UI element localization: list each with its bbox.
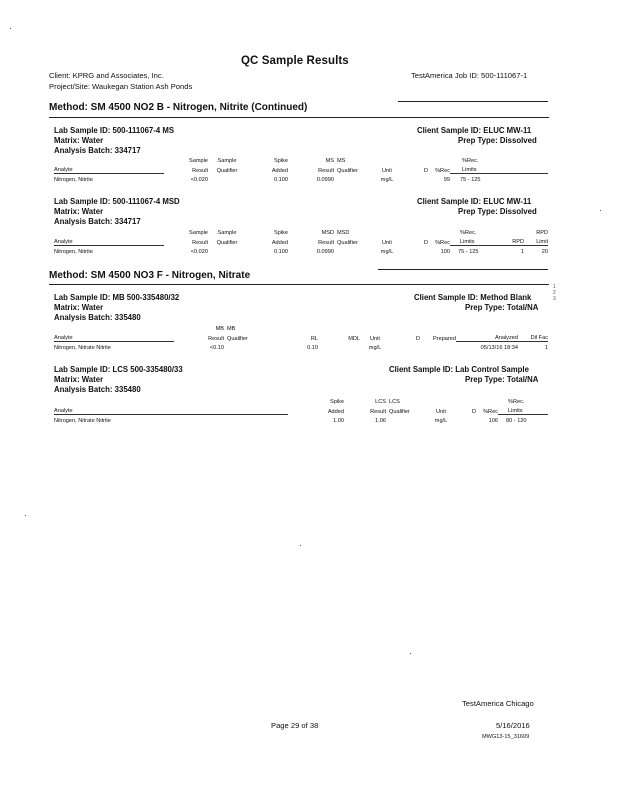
lcs-hdr-qualifier: Qualifier — [389, 408, 410, 415]
msd-hdr-spike: Spike — [274, 230, 288, 236]
msd-hdr-sample-2: Sample — [217, 230, 237, 236]
ms-hdr-pct-rec: %Rec — [435, 167, 450, 174]
footer-date: 5/16/2016 — [496, 721, 530, 730]
table-row — [54, 342, 548, 352]
ms-hdr-rec: %Rec. — [462, 158, 479, 164]
msd-rpd: 1 — [520, 249, 524, 255]
lcs-hdr-spike: Spike — [330, 399, 344, 405]
lcs-result: 1.06 — [375, 418, 386, 424]
msd-header-top — [54, 227, 548, 236]
msd-hdr-pct-rec: %Rec — [435, 239, 450, 246]
msd-hdr-limits: Limits — [450, 236, 494, 246]
lcs-d — [456, 415, 476, 425]
method-nitrate-top-rule — [378, 269, 548, 270]
lcs-hdr-lcs: LCS — [375, 399, 386, 405]
ms-hdr-unit: Unit — [382, 167, 392, 174]
lcs-unit: mg/L — [434, 418, 448, 424]
header-rule — [398, 101, 548, 102]
msd-sample-qualifier — [208, 246, 246, 256]
method-nitrite-title: Method: SM 4500 NO2 B - Nitrogen, Nitrite (Continued) — [49, 102, 308, 113]
lcs-hdr-unit: Unit — [436, 408, 446, 415]
msd-result: 0.0990 — [316, 249, 334, 255]
mb-header-top — [54, 323, 548, 332]
scan-speck — [300, 545, 301, 546]
mb-hdr-prepared: Prepared — [432, 335, 456, 342]
msd-lab-sample-id: Lab Sample ID: 500-111067-4 MSD — [54, 197, 180, 206]
scan-speck — [10, 28, 11, 29]
mb-qualifier — [224, 342, 260, 352]
mb-unit: mg/L — [368, 345, 382, 351]
ms-analysis-batch: Analysis Batch: 334717 — [54, 146, 141, 155]
lcs-client-sample-id: Client Sample ID: Lab Control Sample — [389, 365, 529, 374]
lcs-header-bottom — [54, 405, 548, 415]
msd-header-bottom — [54, 236, 548, 246]
msd-analysis-batch: Analysis Batch: 334717 — [54, 217, 141, 226]
method-nitrate-title: Method: SM 4500 NO3 F - Nitrogen, Nitrate — [49, 270, 251, 281]
mb-hdr-mb-2: MB — [227, 326, 236, 332]
method-nitrate-rule — [49, 284, 549, 285]
ms-hdr-d: D — [423, 167, 428, 174]
msd-prep-type: Prep Type: Dissolved — [458, 207, 537, 216]
msd-hdr-msd-2: MSD — [337, 230, 350, 236]
msd-hdr-sample: Sample — [189, 230, 208, 236]
ms-header-top — [54, 155, 548, 164]
lcs-qualifier — [386, 415, 426, 425]
mb-rl: 0.10 — [307, 345, 318, 351]
ms-hdr-limits: Limits — [450, 164, 500, 174]
mb-hdr-qualifier: Qualifier — [227, 335, 248, 342]
scan-speck — [600, 210, 601, 211]
mb-hdr-unit: Unit — [370, 335, 380, 342]
lcs-hdr-limits: Limits — [498, 405, 548, 415]
mb-header-bottom — [54, 332, 548, 342]
project-site: Project/Site: Waukegan Station Ash Ponds — [49, 82, 193, 91]
msd-rec: 100 — [440, 249, 450, 255]
msd-qualifier — [334, 246, 372, 256]
job-id: TestAmerica Job ID: 500-111067-1 — [411, 71, 528, 80]
lcs-hdr-lcs-2: LCS — [389, 399, 400, 405]
msd-hdr-rpd-col: RPD — [494, 236, 524, 246]
ms-hdr-analyte: Analyte — [54, 164, 164, 174]
msd-hdr-rpd-limit: Limit — [524, 236, 548, 246]
margin-stamp-line: 1 — [553, 284, 556, 290]
mb-d — [390, 342, 420, 352]
mb-hdr-mb: MB — [215, 326, 224, 332]
mb-analyzed: 05/13/16 18:34 — [480, 345, 518, 351]
ms-prep-type: Prep Type: Dissolved — [458, 136, 537, 145]
ms-hdr-sample: Sample — [189, 158, 208, 164]
table-row — [54, 246, 548, 256]
msd-unit: mg/L — [380, 249, 394, 255]
mb-prep-type: Prep Type: Total/NA — [465, 303, 539, 312]
footer-page-number: Page 29 of 38 — [271, 721, 319, 730]
lcs-hdr-analyte: Analyte — [54, 405, 288, 415]
ms-limits: 75 - 125 — [460, 177, 481, 183]
lcs-rec: 106 — [488, 418, 498, 424]
lcs-results-table — [54, 396, 548, 424]
msd-limits: 75 - 125 — [458, 249, 479, 255]
msd-results-table — [54, 227, 548, 255]
msd-rpd-limit: 20 — [541, 249, 548, 255]
ms-hdr-result: Result — [192, 167, 208, 174]
mb-mdl — [318, 342, 360, 352]
lcs-prep-type: Prep Type: Total/NA — [465, 375, 539, 384]
ms-hdr-ms-2: MS — [337, 158, 346, 164]
margin-stamp — [553, 284, 556, 302]
msd-client-sample-id: Client Sample ID: ELUC MW-11 — [417, 197, 532, 206]
lcs-hdr-rec: %Rec. — [508, 399, 525, 405]
ms-matrix: Matrix: Water — [54, 136, 104, 145]
margin-stamp-line: 3 — [553, 296, 556, 302]
ms-analyte: Nitrogen, Nitrite — [54, 177, 93, 183]
ms-qualifier — [334, 174, 372, 184]
msd-hdr-unit: Unit — [382, 239, 392, 246]
ms-sample-qualifier — [208, 174, 246, 184]
scan-speck — [25, 515, 26, 516]
msd-d — [402, 246, 428, 256]
msd-hdr-msd: MSD — [321, 230, 334, 236]
ms-sample-result: <0.020 — [190, 177, 208, 183]
mb-hdr-mdl: MDL — [348, 335, 360, 342]
msd-hdr-msd-qualifier: Qualifier — [337, 239, 358, 246]
mb-prepared — [420, 342, 456, 352]
msd-hdr-result: Result — [192, 239, 208, 246]
ms-hdr-added: Added — [271, 167, 288, 174]
mb-hdr-analyzed: Analyzed — [456, 332, 518, 342]
lcs-hdr-d: D — [471, 408, 476, 415]
lcs-spike-added: 1.00 — [333, 418, 344, 424]
lcs-analysis-batch: Analysis Batch: 335480 — [54, 385, 141, 394]
lcs-hdr-pct-rec: %Rec — [483, 408, 498, 415]
ms-header-bottom — [54, 164, 548, 174]
page-title: QC Sample Results — [241, 55, 349, 67]
mb-hdr-d: D — [415, 335, 420, 342]
table-row — [54, 415, 548, 425]
ms-hdr-ms-qualifier: Qualifier — [337, 167, 358, 174]
footer-lab-name: TestAmerica Chicago — [462, 699, 534, 708]
mb-hdr-analyte: Analyte — [54, 332, 174, 342]
mb-results-table — [54, 323, 548, 351]
mb-analysis-batch: Analysis Batch: 335480 — [54, 313, 141, 322]
mb-client-sample-id: Client Sample ID: Method Blank — [414, 293, 532, 302]
lcs-hdr-added: Added — [327, 408, 344, 415]
mb-analyte: Nitrogen, Nitrate Nitrite — [54, 345, 111, 351]
ms-spike-added: 0.100 — [274, 177, 288, 183]
ms-hdr-qualifier: Qualifier — [216, 167, 238, 174]
margin-stamp-line: 2 — [553, 290, 556, 296]
msd-hdr-analyte: Analyte — [54, 236, 164, 246]
mb-hdr-dil-fac: Dil Fac — [518, 332, 548, 342]
ms-rec: 99 — [443, 177, 450, 183]
mb-matrix: Matrix: Water — [54, 303, 104, 312]
msd-matrix: Matrix: Water — [54, 207, 104, 216]
msd-hdr-rpd: RPD — [536, 230, 548, 236]
ms-hdr-spike: Spike — [274, 158, 288, 164]
msd-hdr-msd-result: Result — [318, 239, 334, 246]
ms-hdr-ms: MS — [325, 158, 334, 164]
ms-unit: mg/L — [380, 177, 394, 183]
lcs-matrix: Matrix: Water — [54, 375, 104, 384]
msd-hdr-d: D — [423, 239, 428, 246]
method-nitrite-rule — [49, 117, 549, 118]
footer-doc-id: MWG13-15_31609 — [482, 734, 530, 740]
msd-analyte: Nitrogen, Nitrite — [54, 249, 93, 255]
mb-lab-sample-id: Lab Sample ID: MB 500-335480/32 — [54, 293, 180, 302]
ms-lab-sample-id: Lab Sample ID: 500-111067-4 MS — [54, 126, 175, 135]
mb-hdr-rl: RL — [310, 335, 318, 342]
ms-results-table — [54, 155, 548, 183]
msd-hdr-rec: %Rec. — [460, 230, 477, 236]
client-name: Client: KPRG and Associates, Inc. — [49, 71, 164, 80]
mb-dil-fac: 1 — [544, 345, 548, 351]
ms-hdr-ms-result: Result — [318, 167, 334, 174]
lcs-limits: 80 - 120 — [506, 418, 527, 424]
msd-spike-added: 0.100 — [274, 249, 288, 255]
msd-sample-result: <0.020 — [190, 249, 208, 255]
lcs-lab-sample-id: Lab Sample ID: LCS 500-335480/33 — [54, 365, 183, 374]
msd-hdr-qualifier: Qualifier — [216, 239, 238, 246]
lcs-analyte: Nitrogen, Nitrate Nitrite — [54, 418, 111, 424]
ms-client-sample-id: Client Sample ID: ELUC MW-11 — [417, 126, 532, 135]
mb-result: <0.10 — [209, 345, 224, 351]
lcs-header-top — [54, 396, 548, 405]
msd-hdr-added: Added — [271, 239, 288, 246]
ms-d — [402, 174, 428, 184]
scan-speck — [410, 653, 411, 654]
mb-hdr-result: Result — [208, 335, 224, 342]
ms-hdr-sample-2: Sample — [217, 158, 237, 164]
lcs-hdr-result: Result — [370, 408, 386, 415]
table-row — [54, 174, 548, 184]
ms-result: 0.0990 — [316, 177, 334, 183]
